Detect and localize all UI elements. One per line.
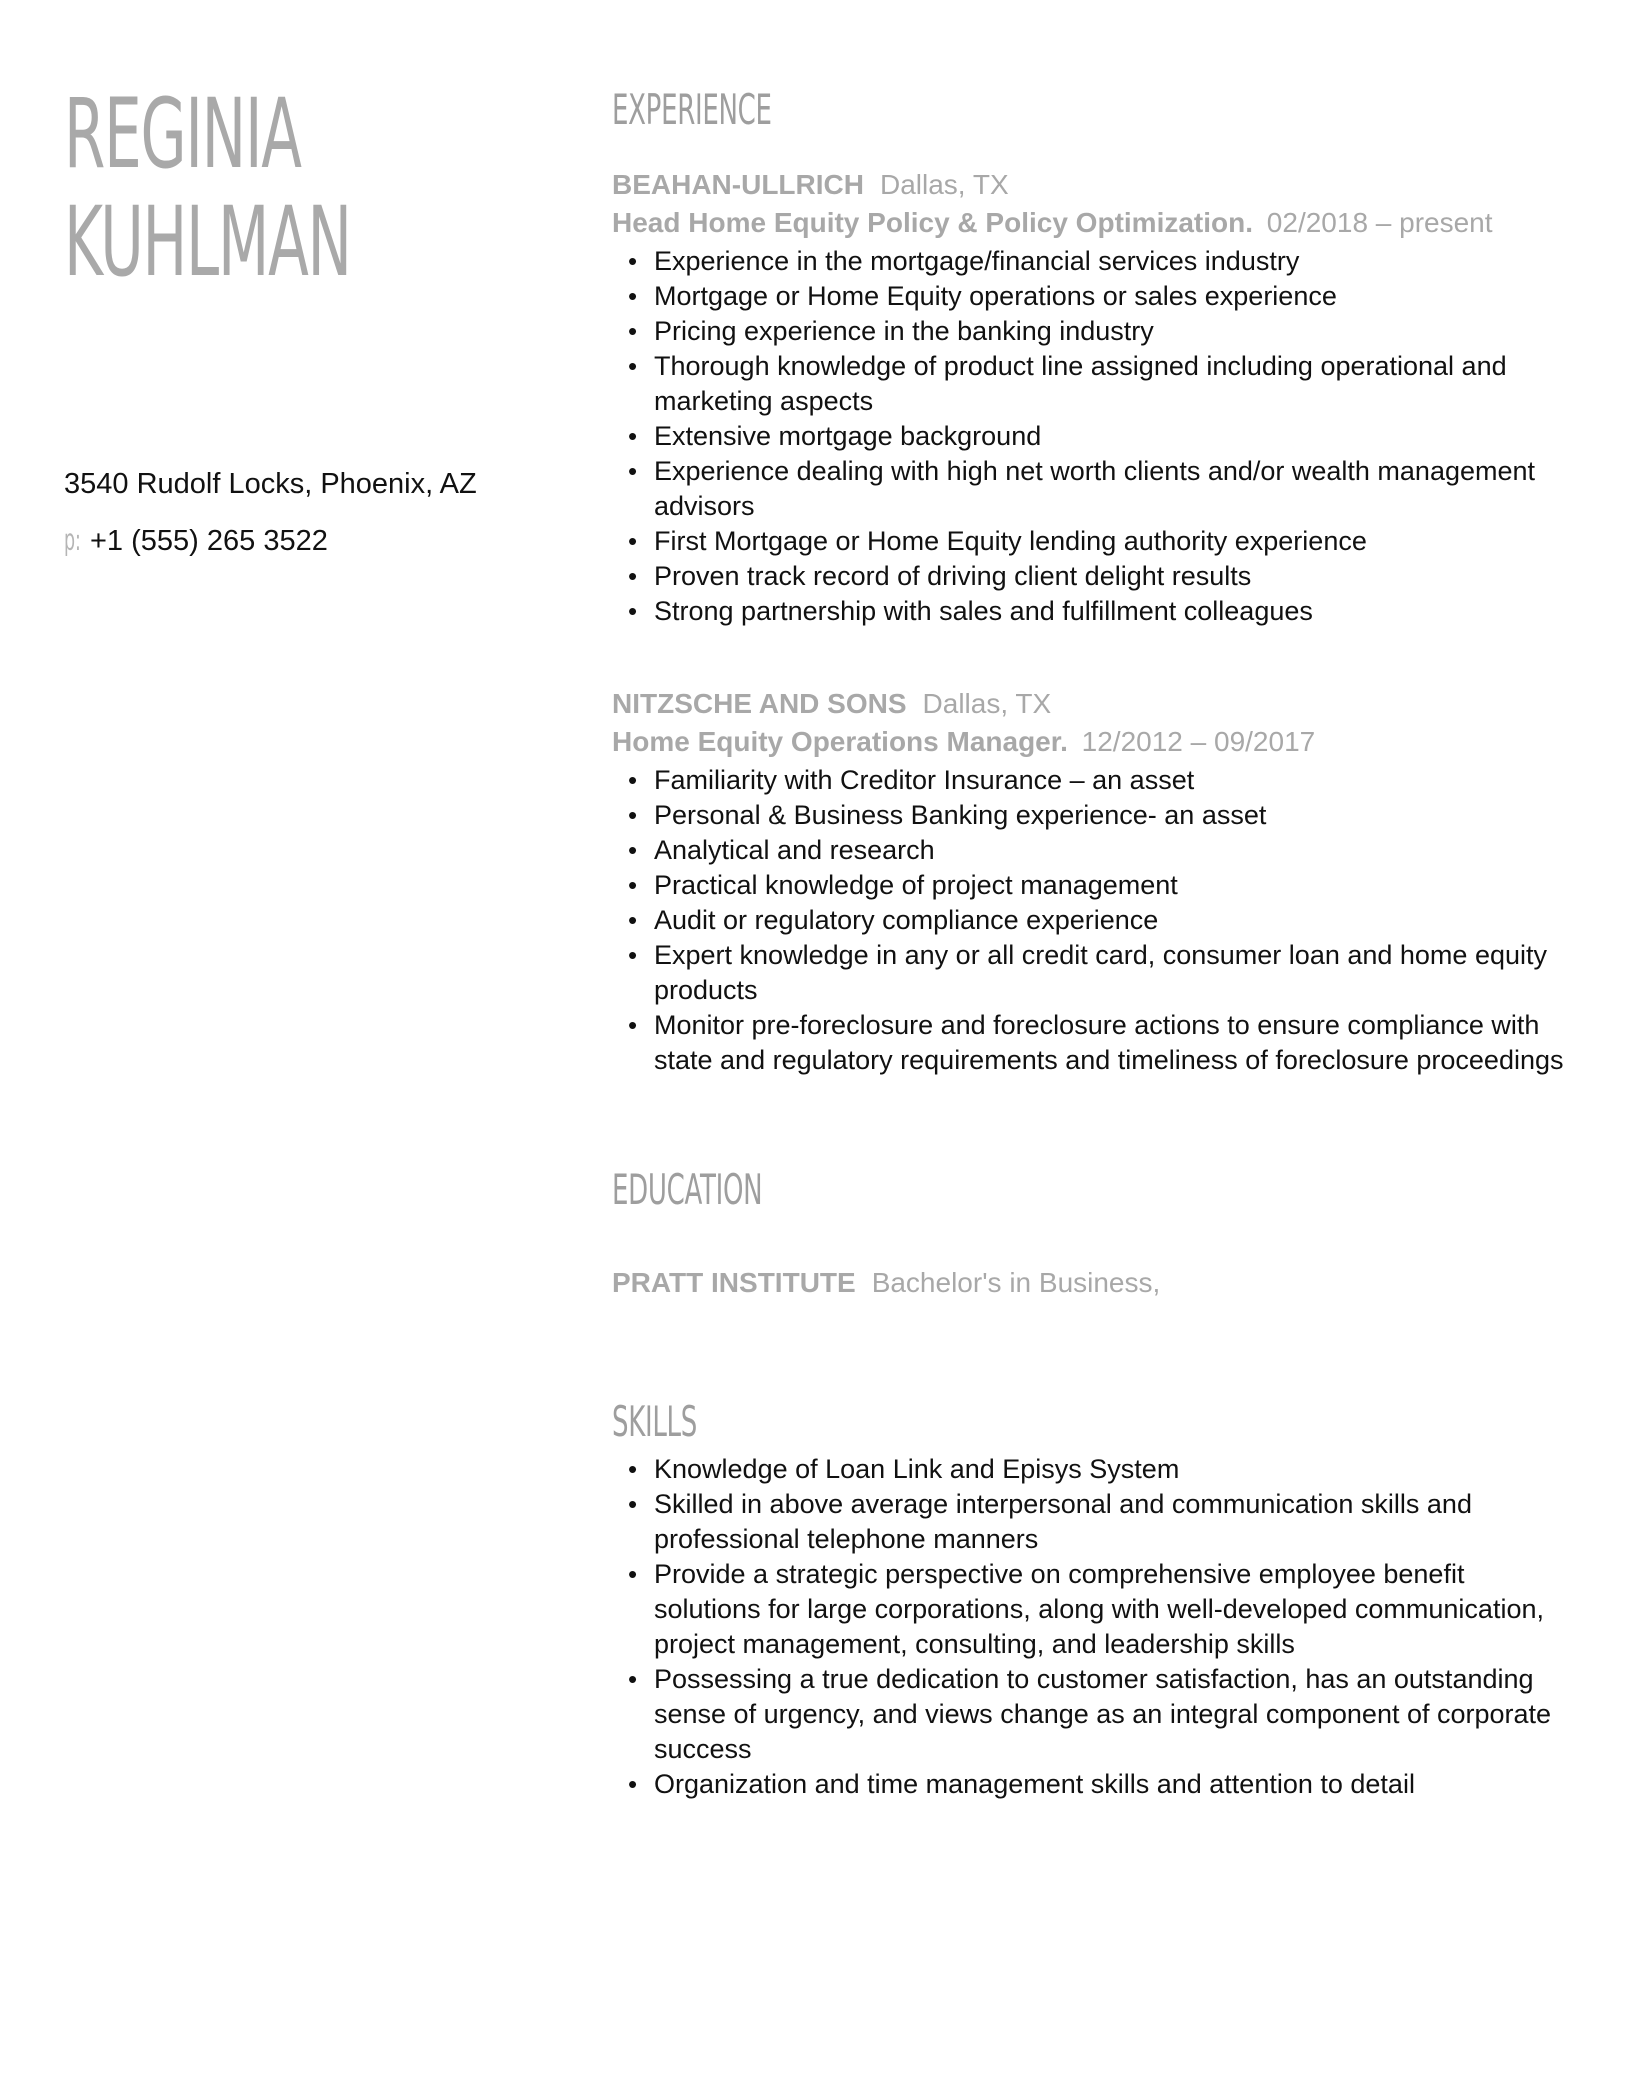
list-item: • Monitor pre-foreclosure and foreclosure actions to ensure compliance with state and regulatory requirements and timeliness of foreclosure proceedings xyxy=(612,1008,1572,1078)
last-name: KUHLMAN xyxy=(64,186,351,298)
list-item: • Skilled in above average interpersonal and communication skills and professional telephone manners xyxy=(612,1487,1572,1557)
phone-number: +1 (555) 265 3522 xyxy=(90,525,328,557)
list-item: • Knowledge of Loan Link and Episys System xyxy=(612,1452,1572,1487)
candidate-name xyxy=(64,80,374,296)
job-title: Head Home Equity Policy & Policy Optimization. xyxy=(612,207,1254,238)
list-item: • Audit or regulatory compliance experience xyxy=(612,903,1572,938)
list-item: • Organization and time management skills and attention to detail xyxy=(612,1767,1572,1802)
skills-section xyxy=(612,1394,1572,1802)
job-entry xyxy=(612,166,1572,629)
list-item: • Practical knowledge of project management xyxy=(612,868,1572,903)
address: 3540 Rudolf Locks, Phoenix, AZ xyxy=(64,468,477,500)
experience-section xyxy=(612,82,1572,1078)
list-item: • Personal & Business Banking experience- an asset xyxy=(612,798,1572,833)
sidebar xyxy=(64,78,564,557)
company-location: Dallas, TX xyxy=(922,688,1052,719)
company-location: Dallas, TX xyxy=(879,169,1009,200)
company-name: BEAHAN-ULLRICH xyxy=(612,169,864,200)
job-org-line xyxy=(612,166,1572,204)
list-item: • First Mortgage or Home Equity lending authority experience xyxy=(612,524,1572,559)
list-item: • Extensive mortgage background xyxy=(612,419,1572,454)
list-item: • Pricing experience in the banking industry xyxy=(612,314,1572,349)
list-item: • Provide a strategic perspective on comprehensive employee benefit solutions for large corporations, along with well-developed communication, project management, consulting, and leadership skills xyxy=(612,1557,1572,1662)
job-title-line xyxy=(612,204,1572,242)
job-title-line xyxy=(612,723,1572,761)
education-section xyxy=(612,1162,1572,1302)
list-item: • Proven track record of driving client delight results xyxy=(612,559,1572,594)
skills-list xyxy=(612,1452,1572,1802)
job-bullets xyxy=(612,763,1572,1078)
education-entry xyxy=(612,1264,1572,1302)
experience-heading: EXPERIENCE xyxy=(612,85,772,134)
contact-info xyxy=(64,456,477,569)
job-title: Home Equity Operations Manager. xyxy=(612,726,1068,757)
list-item: • Familiarity with Creditor Insurance – an asset xyxy=(612,763,1572,798)
school-name: PRATT INSTITUTE xyxy=(612,1267,856,1298)
skills-heading: SKILLS xyxy=(612,1397,697,1446)
main-content xyxy=(612,82,1572,1802)
job-org-line xyxy=(612,685,1572,723)
degree: Bachelor's in Business, xyxy=(871,1267,1161,1298)
list-item: • Expert knowledge in any or all credit card, consumer loan and home equity products xyxy=(612,938,1572,1008)
phone-line xyxy=(64,512,477,569)
first-name: REGINIA xyxy=(64,78,301,190)
list-item: • Possessing a true dedication to customer satisfaction, has an outstanding sense of urgency, and views change as an integral component of corporate success xyxy=(612,1662,1572,1767)
job-bullets xyxy=(612,244,1572,629)
education-heading: EDUCATION xyxy=(612,1165,763,1214)
job-dates: 12/2012 – 09/2017 xyxy=(1081,726,1316,757)
list-item: • Thorough knowledge of product line assigned including operational and marketing aspects xyxy=(612,349,1572,419)
company-name: NITZSCHE AND SONS xyxy=(612,688,907,719)
phone-prefix: p: xyxy=(64,523,81,557)
job-entry xyxy=(612,685,1572,1078)
list-item: • Mortgage or Home Equity operations or sales experience xyxy=(612,279,1572,314)
list-item: • Experience dealing with high net worth clients and/or wealth management advisors xyxy=(612,454,1572,524)
list-item: • Experience in the mortgage/financial services industry xyxy=(612,244,1572,279)
list-item: • Analytical and research xyxy=(612,833,1572,868)
list-item: • Strong partnership with sales and fulfillment colleagues xyxy=(612,594,1572,629)
job-dates: 02/2018 – present xyxy=(1266,207,1493,238)
